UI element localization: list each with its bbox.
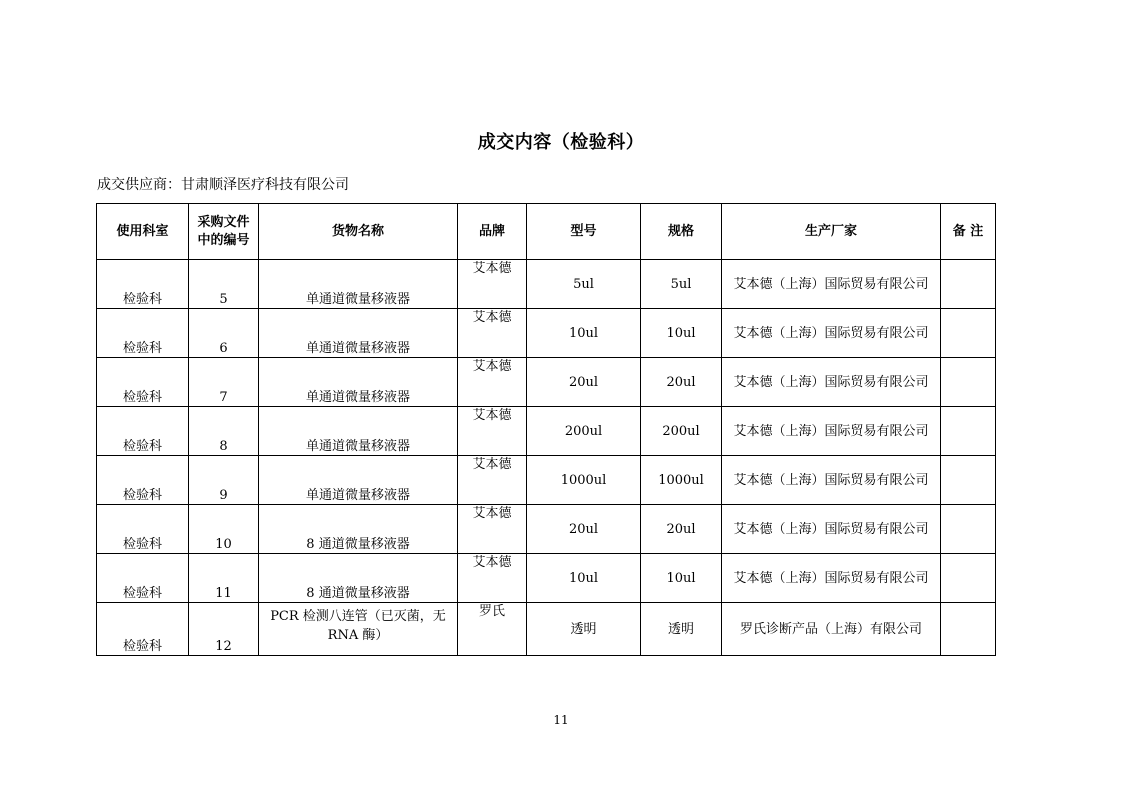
table-row: [97, 505, 996, 554]
cell-spec: 20ul: [641, 358, 722, 407]
cell-manufacturer: 艾本德（上海）国际贸易有限公司: [722, 260, 941, 309]
cell-manufacturer: 罗氏诊断产品（上海）有限公司: [722, 603, 941, 656]
cell-remarks: [941, 554, 996, 603]
cell-model: 10ul: [527, 554, 641, 603]
cell-remarks: [941, 309, 996, 358]
cell-manufacturer: 艾本德（上海）国际贸易有限公司: [722, 309, 941, 358]
cell-brand: 艾本德: [458, 358, 527, 407]
cell-goods-name: 单通道微量移液器: [259, 456, 458, 505]
supplier-line: [97, 174, 349, 194]
cell-department: 检验科: [97, 358, 189, 407]
header-remarks: 备 注: [941, 204, 996, 260]
header-file-no-line1: 采购文件: [197, 214, 250, 230]
cell-brand: 罗氏: [458, 603, 527, 656]
table-row: [97, 407, 996, 456]
cell-goods-name: 8 通道微量移液器: [259, 554, 458, 603]
cell-brand: 艾本德: [458, 456, 527, 505]
procurement-table: [96, 203, 996, 656]
cell-spec: 透明: [641, 603, 722, 656]
page-title: 成交内容（检验科）: [477, 132, 645, 153]
cell-manufacturer: 艾本德（上海）国际贸易有限公司: [722, 456, 941, 505]
header-brand: 品牌: [458, 204, 527, 260]
cell-model: 5ul: [527, 260, 641, 309]
cell-goods-name: 单通道微量移液器: [259, 407, 458, 456]
cell-department: 检验科: [97, 505, 189, 554]
cell-spec: 20ul: [641, 505, 722, 554]
table-row: [97, 309, 996, 358]
table-row: [97, 603, 996, 656]
table-row: [97, 260, 996, 309]
supplier-name: 甘肃顺泽医疗科技有限公司: [181, 177, 349, 193]
cell-model: 1000ul: [527, 456, 641, 505]
table-row: [97, 456, 996, 505]
cell-file-no: 11: [189, 554, 259, 603]
cell-model: 20ul: [527, 505, 641, 554]
table-row: [97, 554, 996, 603]
table-header-row: [97, 204, 996, 260]
supplier-label: 成交供应商：: [97, 177, 181, 193]
cell-file-no: 6: [189, 309, 259, 358]
cell-remarks: [941, 358, 996, 407]
cell-remarks: [941, 260, 996, 309]
cell-goods-name: 单通道微量移液器: [259, 358, 458, 407]
cell-brand: 艾本德: [458, 554, 527, 603]
cell-file-no: 7: [189, 358, 259, 407]
cell-file-no: 9: [189, 456, 259, 505]
cell-goods-name: 8 通道微量移液器: [259, 505, 458, 554]
cell-file-no: 8: [189, 407, 259, 456]
cell-file-no: 12: [189, 603, 259, 656]
cell-model: 20ul: [527, 358, 641, 407]
cell-spec: 200ul: [641, 407, 722, 456]
cell-file-no: 10: [189, 505, 259, 554]
cell-model: 200ul: [527, 407, 641, 456]
cell-remarks: [941, 505, 996, 554]
cell-model: 10ul: [527, 309, 641, 358]
cell-manufacturer: 艾本德（上海）国际贸易有限公司: [722, 554, 941, 603]
cell-goods-name: 单通道微量移液器: [259, 260, 458, 309]
cell-brand: 艾本德: [458, 260, 527, 309]
cell-department: 检验科: [97, 456, 189, 505]
cell-department: 检验科: [97, 603, 189, 656]
cell-file-no: 5: [189, 260, 259, 309]
cell-remarks: [941, 603, 996, 656]
cell-model: 透明: [527, 603, 641, 656]
cell-manufacturer: 艾本德（上海）国际贸易有限公司: [722, 407, 941, 456]
cell-brand: 艾本德: [458, 505, 527, 554]
header-department: 使用科室: [97, 204, 189, 260]
page-number: 11: [553, 713, 569, 727]
cell-remarks: [941, 407, 996, 456]
header-file-no-line2: 中的编号: [197, 232, 250, 248]
cell-spec: 1000ul: [641, 456, 722, 505]
cell-manufacturer: 艾本德（上海）国际贸易有限公司: [722, 505, 941, 554]
header-manufacturer: 生产厂家: [722, 204, 941, 260]
header-file-no: [189, 204, 259, 260]
cell-spec: 10ul: [641, 309, 722, 358]
cell-department: 检验科: [97, 260, 189, 309]
cell-goods-name: 单通道微量移液器: [259, 309, 458, 358]
header-goods-name: 货物名称: [259, 204, 458, 260]
table-row: [97, 358, 996, 407]
cell-brand: 艾本德: [458, 407, 527, 456]
cell-manufacturer: 艾本德（上海）国际贸易有限公司: [722, 358, 941, 407]
cell-spec: 5ul: [641, 260, 722, 309]
cell-spec: 10ul: [641, 554, 722, 603]
cell-department: 检验科: [97, 309, 189, 358]
header-model: 型号: [527, 204, 641, 260]
cell-remarks: [941, 456, 996, 505]
cell-brand: 艾本德: [458, 309, 527, 358]
cell-goods-name: PCR 检测八连管（已灭菌，无 RNA 酶）: [259, 603, 458, 656]
cell-department: 检验科: [97, 407, 189, 456]
cell-department: 检验科: [97, 554, 189, 603]
header-spec: 规格: [641, 204, 722, 260]
